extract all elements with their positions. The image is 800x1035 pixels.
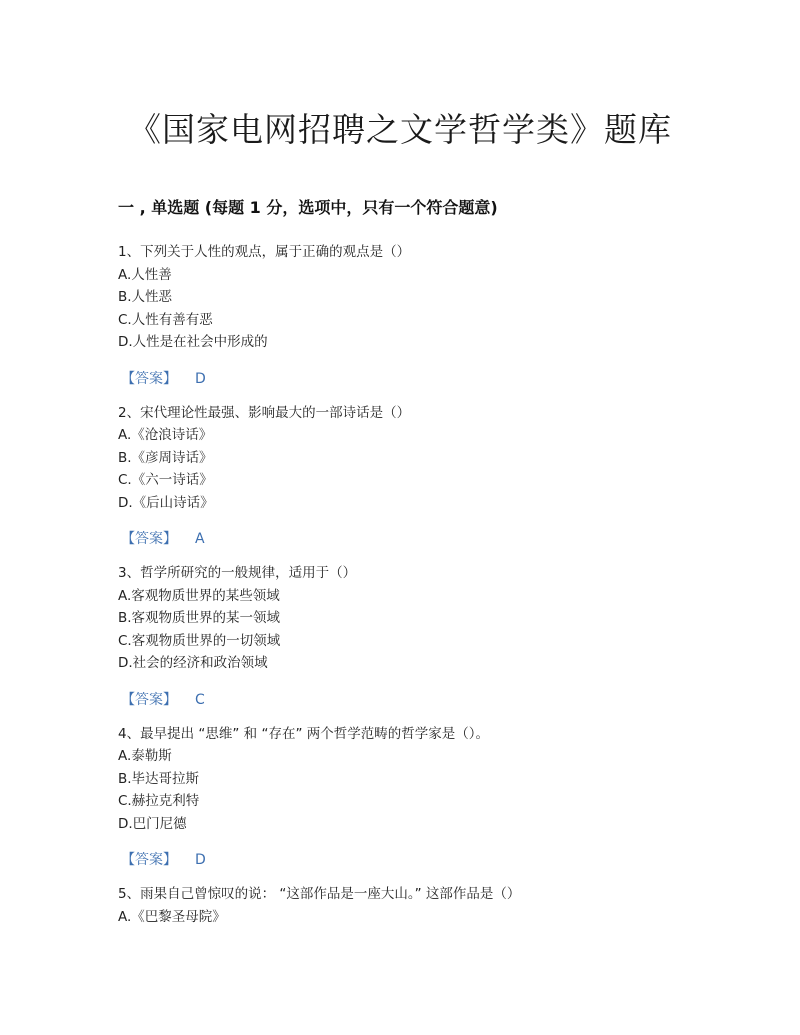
answer-label: 【答案】 (121, 852, 177, 868)
option-b: B.客观物质世界的某一领域 (118, 610, 281, 626)
answer-value: C (195, 691, 205, 708)
question-stem: 5、雨果自己曾惊叹的说： “这部作品是一座大山。” 这部作品是（） (118, 886, 521, 902)
option-a: A.《沧浪诗话》 (118, 427, 213, 443)
answer-value: D (195, 370, 206, 387)
option-b: B.《彦周诗话》 (118, 449, 213, 466)
question-stem: 4、最早提出 “思维” 和 “存在” 两个哲学范畴的哲学家是（）。 (118, 725, 489, 742)
answer-line (118, 849, 718, 871)
option-c: C.赫拉克利特 (118, 793, 200, 809)
question-list (118, 241, 718, 940)
question-4 (118, 723, 718, 872)
option-b: B.人性恶 (118, 289, 173, 305)
answer-label: 【答案】 (121, 691, 177, 708)
option-d: D.《后山诗话》 (118, 494, 214, 511)
document-title: 《国家电网招聘之文学哲学类》题库 (128, 110, 672, 149)
option-c: C.人性有善有恶 (118, 311, 213, 328)
answer-line (118, 528, 718, 550)
option-d: D.巴门尼德 (118, 815, 187, 832)
option-d: D.社会的经济和政治领域 (118, 655, 268, 671)
answer-value: A (195, 531, 205, 547)
option-a: A.人性善 (118, 266, 172, 283)
option-c: C.《六一诗话》 (118, 472, 213, 488)
question-stem: 3、哲学所研究的一般规律，适用于（） (118, 565, 357, 581)
question-stem: 1、下列关于人性的观点，属于正确的观点是（） (118, 244, 411, 260)
option-a: A.泰勒斯 (118, 748, 172, 764)
question-1 (118, 241, 718, 390)
answer-label: 【答案】 (121, 370, 177, 387)
option-c: C.客观物质世界的一切领域 (118, 632, 281, 649)
question-5 (118, 883, 718, 928)
answer-value: D (195, 852, 206, 868)
answer-label: 【答案】 (121, 531, 177, 547)
option-a: A.客观物质世界的某些领域 (118, 587, 280, 604)
answer-line (118, 368, 718, 390)
question-2 (118, 402, 718, 551)
option-d: D.人性是在社会中形成的 (118, 334, 268, 350)
answer-line (118, 689, 718, 711)
option-a: A.《巴黎圣母院》 (118, 908, 226, 925)
section-heading: 一 , 单选题 (每题 1 分，选项中，只有一个符合题意) (118, 198, 498, 217)
option-b: B.毕达哥拉斯 (118, 770, 200, 787)
question-stem: 2、宋代理论性最强、影响最大的一部诗话是（） (118, 404, 411, 421)
question-3 (118, 562, 718, 711)
